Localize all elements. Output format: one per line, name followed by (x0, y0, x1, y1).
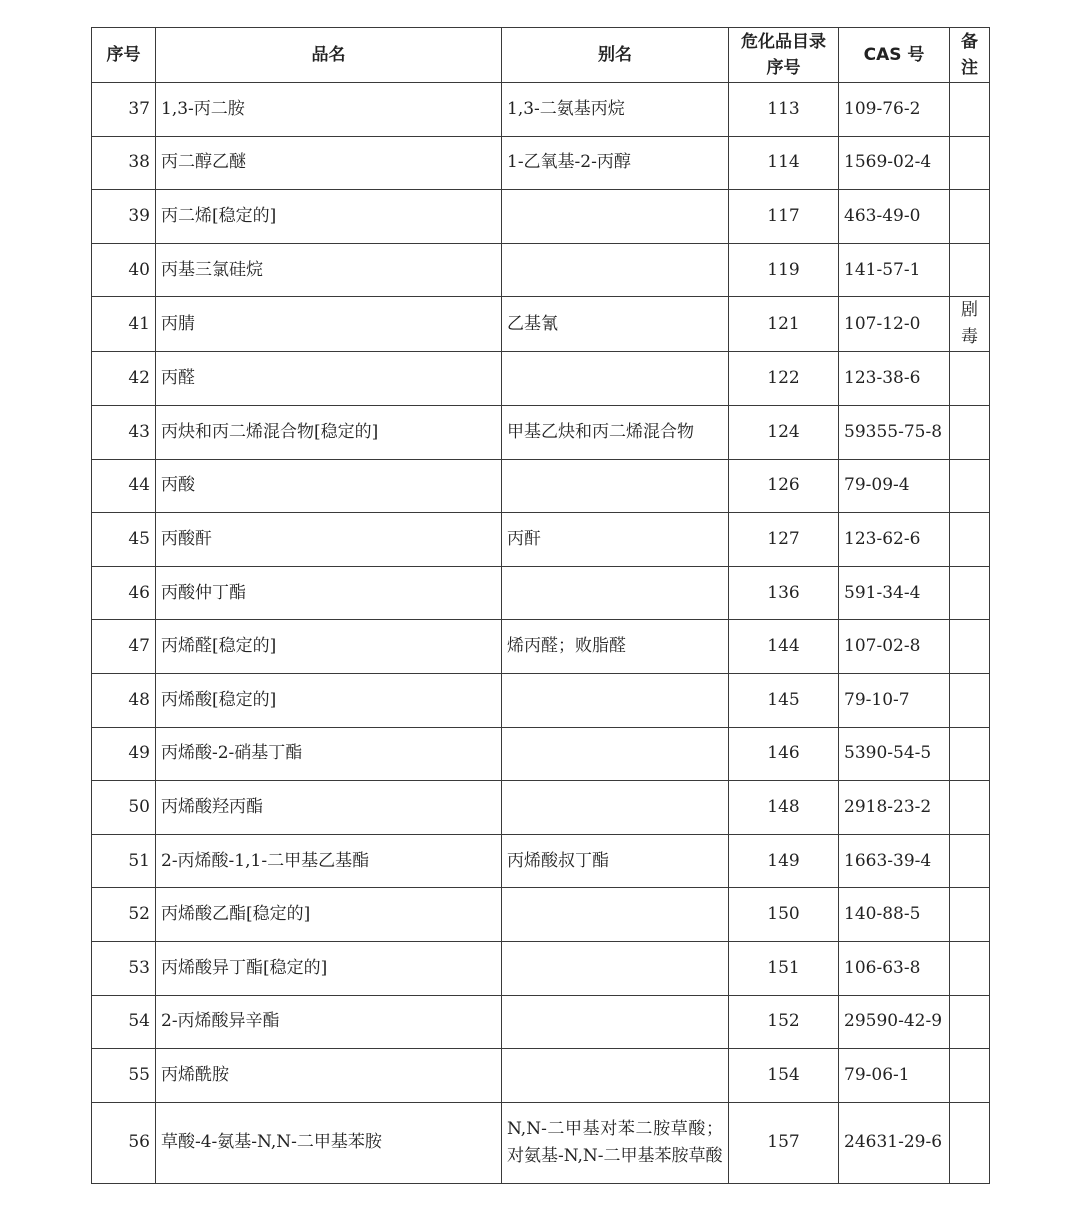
cell-cas: 1663-39-4 (839, 834, 950, 888)
cell-name: 丙烯酸异丁酯[稳定的] (156, 941, 502, 995)
cell-name: 丙酸 (156, 459, 502, 513)
cell-catalog: 127 (729, 513, 839, 567)
cell-note-line2: 毒 (961, 327, 978, 348)
cell-alias: 1,3-二氨基丙烷 (502, 83, 729, 137)
cell-name: 丙烯醛[稳定的] (156, 620, 502, 674)
cell-cas: 123-62-6 (839, 513, 950, 567)
table-row (92, 673, 990, 727)
cell-name: 丙烯酸[稳定的] (156, 673, 502, 727)
header-catalog-line2: 序号 (766, 58, 801, 78)
cell-cas: 24631-29-6 (839, 1102, 950, 1183)
table-row (92, 1049, 990, 1103)
cell-cas: 107-12-0 (839, 297, 950, 352)
cell-alias (502, 995, 729, 1049)
cell-catalog: 119 (729, 243, 839, 297)
cell-catalog: 114 (729, 136, 839, 190)
cell-cas: 1569-02-4 (839, 136, 950, 190)
cell-seq: 47 (92, 620, 156, 674)
cell-alias (502, 243, 729, 297)
cell-alias (502, 888, 729, 942)
header-note-line1: 备 (961, 32, 978, 52)
cell-cas: 5390-54-5 (839, 727, 950, 781)
cell-cas: 79-10-7 (839, 673, 950, 727)
cell-name: 丙醛 (156, 352, 502, 406)
cell-cas: 109-76-2 (839, 83, 950, 137)
cell-cas: 106-63-8 (839, 941, 950, 995)
cell-alias (502, 1049, 729, 1103)
cell-alias: 甲基乙炔和丙二烯混合物 (502, 405, 729, 459)
cell-alias: 丙酐 (502, 513, 729, 567)
header-name: 品名 (156, 28, 502, 83)
cell-name: 丙酸仲丁酯 (156, 566, 502, 620)
header-alias: 别名 (502, 28, 729, 83)
cell-name: 1,3-丙二胺 (156, 83, 502, 137)
cell-catalog: 145 (729, 673, 839, 727)
cell-seq: 39 (92, 190, 156, 244)
cell-cas: 29590-42-9 (839, 995, 950, 1049)
table-row (92, 781, 990, 835)
cell-seq: 50 (92, 781, 156, 835)
cell-seq: 51 (92, 834, 156, 888)
cell-note (950, 888, 990, 942)
cell-name: 丙烯酸乙酯[稳定的] (156, 888, 502, 942)
table-row (92, 352, 990, 406)
cell-alias (502, 673, 729, 727)
cell-catalog: 121 (729, 297, 839, 352)
cell-cas: 141-57-1 (839, 243, 950, 297)
cell-alias (502, 459, 729, 513)
cell-note (950, 673, 990, 727)
cell-seq: 56 (92, 1102, 156, 1183)
cell-catalog: 157 (729, 1102, 839, 1183)
cell-catalog: 149 (729, 834, 839, 888)
table-row (92, 1102, 990, 1183)
cell-note (950, 352, 990, 406)
cell-alias: N,N-二甲基对苯二胺草酸；对氨基-N,N-二甲基苯胺草酸 (502, 1102, 729, 1183)
cell-catalog: 146 (729, 727, 839, 781)
table-row (92, 941, 990, 995)
cell-catalog: 144 (729, 620, 839, 674)
table-row (92, 243, 990, 297)
cell-cas: 79-06-1 (839, 1049, 950, 1103)
table-row (92, 405, 990, 459)
cell-note (950, 781, 990, 835)
cell-note (950, 459, 990, 513)
cell-catalog: 136 (729, 566, 839, 620)
cell-note (950, 297, 990, 352)
cell-note (950, 566, 990, 620)
chemical-list-table (91, 27, 990, 1184)
cell-note (950, 941, 990, 995)
cell-name: 丙烯酰胺 (156, 1049, 502, 1103)
cell-name: 丙基三氯硅烷 (156, 243, 502, 297)
cell-name: 丙烯酸-2-硝基丁酯 (156, 727, 502, 781)
cell-seq: 52 (92, 888, 156, 942)
table-row (92, 190, 990, 244)
cell-note (950, 620, 990, 674)
cell-catalog: 126 (729, 459, 839, 513)
table-row (92, 297, 990, 352)
cell-seq: 44 (92, 459, 156, 513)
cell-note (950, 513, 990, 567)
cell-alias (502, 352, 729, 406)
table-row (92, 888, 990, 942)
cell-seq: 41 (92, 297, 156, 352)
cell-seq: 42 (92, 352, 156, 406)
cell-catalog: 124 (729, 405, 839, 459)
table-row (92, 834, 990, 888)
table-row (92, 620, 990, 674)
table-row (92, 995, 990, 1049)
cell-cas: 591-34-4 (839, 566, 950, 620)
cell-cas: 79-09-4 (839, 459, 950, 513)
header-catalog (729, 28, 839, 83)
header-seq: 序号 (92, 28, 156, 83)
table-row (92, 566, 990, 620)
cell-seq: 55 (92, 1049, 156, 1103)
cell-catalog: 148 (729, 781, 839, 835)
table-row (92, 136, 990, 190)
cell-catalog: 113 (729, 83, 839, 137)
cell-note-line1: 剧 (961, 300, 978, 321)
cell-name: 丙二醇乙醚 (156, 136, 502, 190)
cell-seq: 40 (92, 243, 156, 297)
cell-seq: 49 (92, 727, 156, 781)
cell-alias: 1-乙氧基-2-丙醇 (502, 136, 729, 190)
cell-alias: 丙烯酸叔丁酯 (502, 834, 729, 888)
cell-name: 丙腈 (156, 297, 502, 352)
cell-name: 2-丙烯酸-1,1-二甲基乙基酯 (156, 834, 502, 888)
cell-cas: 123-38-6 (839, 352, 950, 406)
cell-note (950, 405, 990, 459)
header-note-line2: 注 (961, 58, 978, 78)
table-row (92, 727, 990, 781)
cell-name: 丙酸酐 (156, 513, 502, 567)
cell-cas: 2918-23-2 (839, 781, 950, 835)
cell-seq: 45 (92, 513, 156, 567)
cell-catalog: 117 (729, 190, 839, 244)
cell-catalog: 151 (729, 941, 839, 995)
cell-alias (502, 941, 729, 995)
cell-seq: 53 (92, 941, 156, 995)
cell-note (950, 1049, 990, 1103)
cell-alias (502, 781, 729, 835)
cell-note (950, 190, 990, 244)
cell-catalog: 150 (729, 888, 839, 942)
cell-name: 2-丙烯酸异辛酯 (156, 995, 502, 1049)
cell-seq: 46 (92, 566, 156, 620)
cell-alias (502, 190, 729, 244)
cell-note (950, 136, 990, 190)
table-row (92, 513, 990, 567)
header-row (92, 28, 990, 83)
cell-note (950, 83, 990, 137)
cell-cas: 140-88-5 (839, 888, 950, 942)
cell-cas: 107-02-8 (839, 620, 950, 674)
header-note (950, 28, 990, 83)
cell-name: 丙二烯[稳定的] (156, 190, 502, 244)
table-row (92, 459, 990, 513)
cell-seq: 37 (92, 83, 156, 137)
cell-cas: 463-49-0 (839, 190, 950, 244)
header-catalog-line1: 危化品目录 (741, 32, 826, 52)
header-cas: CAS 号 (839, 28, 950, 83)
cell-cas: 59355-75-8 (839, 405, 950, 459)
cell-seq: 48 (92, 673, 156, 727)
cell-seq: 43 (92, 405, 156, 459)
cell-seq: 38 (92, 136, 156, 190)
cell-alias: 烯丙醛；败脂醛 (502, 620, 729, 674)
cell-alias (502, 727, 729, 781)
cell-note (950, 834, 990, 888)
cell-note (950, 995, 990, 1049)
cell-alias (502, 566, 729, 620)
cell-name: 丙烯酸羟丙酯 (156, 781, 502, 835)
cell-catalog: 154 (729, 1049, 839, 1103)
cell-note (950, 1102, 990, 1183)
cell-name: 丙炔和丙二烯混合物[稳定的] (156, 405, 502, 459)
cell-alias: 乙基氰 (502, 297, 729, 352)
cell-seq: 54 (92, 995, 156, 1049)
cell-note (950, 243, 990, 297)
cell-catalog: 122 (729, 352, 839, 406)
cell-note (950, 727, 990, 781)
cell-name: 草酸-4-氨基-N,N-二甲基苯胺 (156, 1102, 502, 1183)
cell-catalog: 152 (729, 995, 839, 1049)
table-body (92, 83, 990, 1184)
table-row (92, 83, 990, 137)
